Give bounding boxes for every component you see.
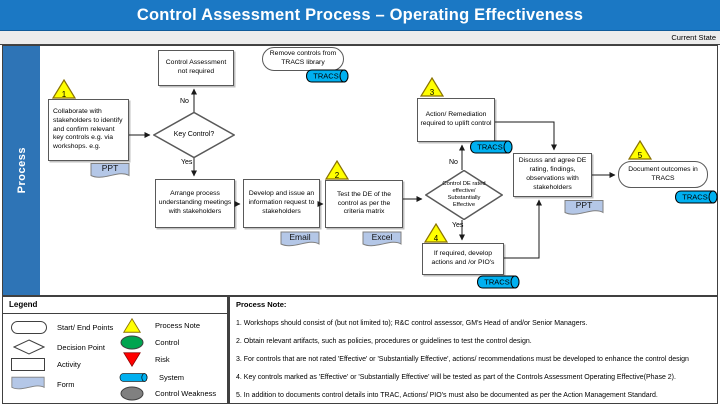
page-title: Control Assessment Process – Operating Effectiveness: [136, 5, 584, 24]
tracs-system-icon-3: [476, 275, 522, 289]
email-form-icon: [280, 231, 320, 249]
ppt2-form-icon: [564, 199, 604, 218]
node-arrange-meetings-label: Arrange process understanding meetings with stakeholders: [158, 190, 232, 215]
current-state-label: Current State: [671, 33, 716, 42]
node-if-required-actions: [422, 243, 504, 275]
risk-shape-icon: [119, 352, 145, 367]
start-end-shape-icon: [11, 321, 47, 334]
legend-item-control-weakness: Control Weakness: [119, 386, 216, 401]
node-remove-controls: [262, 47, 344, 71]
legend-item-start-end: Start/ End Points: [11, 321, 113, 334]
process-note-item-1: 1. Workshops should consist of (but not limited to); R&C control assessor, GM's Head of and/or Senior Managers.: [236, 319, 588, 327]
node-collaborate-label: Collaborate with stakeholders to identify and confirm relevant key controls e.g. via workshops. e.g.: [53, 107, 123, 151]
node-test-de: [325, 180, 403, 228]
legend-title: Legend: [9, 300, 38, 309]
legend-item-form: Form: [11, 376, 75, 392]
tracs-system-icon-1: [305, 69, 351, 83]
process-note-5-number: 5: [637, 151, 643, 160]
node-key-control-decision: [153, 112, 235, 158]
process-note-item-3: 3. For controls that are not rated 'Effective' or 'Substantially Effective', actions/ recommendations must be developed to enhance the control design: [236, 355, 689, 363]
process-note-panel: [228, 296, 718, 404]
node-control-assessment-not-required: [158, 50, 234, 86]
process-note-3-icon: [420, 77, 444, 97]
key-control-yes-label: Yes: [181, 159, 193, 166]
decision-shape-icon: [11, 339, 47, 355]
process-note-title: Process Note:: [236, 300, 287, 309]
control-weakness-shape-icon: [119, 386, 145, 401]
tracs-system-label-4: TRACS: [682, 192, 708, 202]
excel-form-label: Excel: [371, 232, 393, 242]
process-note-item-2: 2. Obtain relevant artifacts, such as policies, procedures or guidelines to test the control design.: [236, 337, 532, 345]
process-note-4-icon: [424, 223, 448, 243]
node-test-de-label: Test the DE of the control as per the criteria matrix: [336, 190, 392, 216]
process-note-5-icon: [628, 140, 652, 160]
process-lane-header: [3, 46, 40, 295]
process-note-1-number: 1: [61, 90, 67, 99]
legend-item-activity: Activity: [11, 358, 81, 371]
ppt-form-label: PPT: [101, 163, 119, 173]
node-discuss-agree-label: Discuss and agree DE rating, findings, observations with stakeholders: [518, 157, 587, 191]
legend-item-decision: Decision Point: [11, 339, 105, 355]
node-arrange-meetings: [155, 179, 235, 228]
node-action-remediation-label: Action/ Remediation required to uplift control: [420, 111, 492, 127]
node-document-outcomes-label: Document outcomes in TRACS: [628, 165, 698, 182]
node-ca-not-required-label: Control Assessment not required: [165, 59, 227, 75]
legend-item-risk: Risk: [119, 352, 170, 367]
tracs-system-label-2: TRACS: [477, 142, 503, 152]
title-bar: [0, 0, 720, 31]
process-note-item-4: 4. Key controls marked as 'Effective' or 'Substantially Effective' will be tested as part of the Controls Assessment Operating Effective(Phase 2).: [236, 374, 676, 382]
de-rated-yes-label: Yes: [452, 222, 464, 229]
process-note-2-number: 2: [334, 171, 340, 180]
node-develop-request: [243, 179, 320, 228]
legend-item-control: Control: [119, 335, 179, 350]
process-lane-label: Process: [15, 147, 28, 194]
tracs-system-icon-4: [674, 190, 720, 204]
key-control-no-label: No: [180, 98, 189, 105]
process-note-4-number: 4: [433, 234, 439, 243]
node-remove-controls-label: Remove controls from TRACS library: [269, 50, 337, 66]
node-de-rated-label: Control DE rated effective/ Substantially Effective: [442, 181, 486, 208]
process-note-1-icon: [52, 79, 76, 99]
node-key-control-label: Key Control?: [173, 130, 215, 138]
process-note-3-number: 3: [429, 88, 435, 97]
tracs-system-label-3: TRACS: [484, 277, 510, 287]
tracs-system-icon-2: [469, 140, 515, 154]
legend-item-system: System: [119, 369, 184, 385]
form-shape-icon: [11, 376, 45, 392]
node-if-required-actions-label: If required, develop actions and /or PIO's: [431, 250, 495, 266]
excel-form-icon: [362, 231, 402, 249]
legend-panel: [2, 296, 228, 404]
activity-shape-icon: [11, 358, 45, 371]
system-shape-icon: [119, 369, 149, 385]
ppt2-form-label: PPT: [575, 200, 593, 210]
node-develop-request-label: Develop and issue an information request to stakeholders: [248, 190, 315, 215]
node-document-outcomes: [618, 161, 708, 188]
legend-divider: [3, 313, 227, 314]
ppt-form-icon: [90, 162, 130, 181]
process-note-2-icon: [325, 160, 349, 180]
email-form-label: Email: [289, 232, 311, 242]
node-discuss-agree: [513, 153, 592, 197]
node-action-remediation: [417, 98, 495, 142]
legend-item-process-note: Process Note: [119, 318, 200, 333]
control-shape-icon: [119, 335, 145, 350]
process-note-item-5: 5. In addition to documents control details into TRAC, Actions/ PIO's must also be documented as per the Action Management Standard.: [236, 392, 658, 400]
tracs-system-label-1: TRACS: [313, 71, 339, 81]
process-note-shape-icon: [119, 318, 145, 333]
state-strip: [0, 31, 720, 45]
de-rated-no-label: No: [449, 159, 458, 166]
node-de-rated-decision: [425, 170, 503, 220]
node-collaborate: [48, 99, 129, 161]
